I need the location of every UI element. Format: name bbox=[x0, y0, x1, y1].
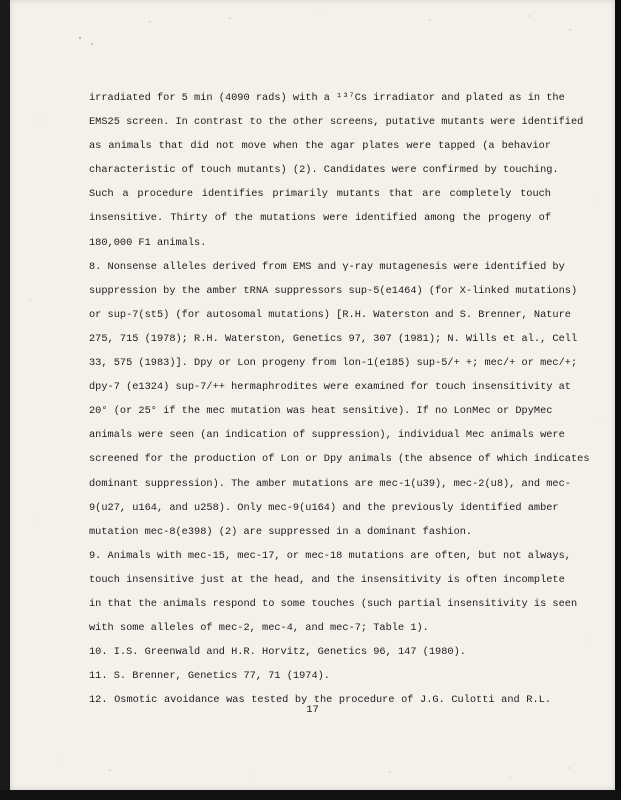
text-line: 180,000 F1 animals. bbox=[89, 236, 207, 249]
text-line: 10. I.S. Greenwald and H.R. Horvitz, Genetics 96, 147 (1980). bbox=[89, 646, 466, 659]
text-line: Such a procedure identifies primarily mutants that are completely touch bbox=[89, 188, 551, 201]
text-line: screened for the production of Lon or Dpy animals (the absence of which indicates bbox=[89, 453, 590, 466]
text-line: 8. Nonsense alleles derived from EMS and γ-ray mutagenesis were identified by bbox=[89, 260, 565, 273]
text-line: as animals that did not move when the agar plates were tapped (a behavior bbox=[89, 140, 551, 153]
text-line: or sup-7(st5) (for autosomal mutations) [R.H. Waterston and S. Brenner, Nature bbox=[89, 308, 571, 321]
text-line: animals were seen (an indication of suppression), individual Mec animals were bbox=[89, 429, 565, 442]
text-line: 275, 715 (1978); R.H. Waterston, Genetics 97, 307 (1981); N. Wills et al., Cell bbox=[89, 332, 578, 345]
scan-border-bottom bbox=[0, 790, 621, 800]
text-line: mutation mec-8(e398) (2) are suppressed in a dominant fashion. bbox=[89, 525, 473, 538]
text-line: in that the animals respond to some touches (such partial insensitivity is seen bbox=[89, 597, 578, 610]
text-line: 20° (or 25° if the mec mutation was heat sensitive). If no LonMec or DpyMec bbox=[89, 405, 553, 418]
text-line: suppression by the amber tRNA suppressors sup-5(e1464) (for X-linked mutations) bbox=[89, 284, 578, 297]
text-line: with some alleles of mec-2, mec-4, and mec-7; Table 1). bbox=[89, 622, 429, 635]
text-line: insensitive. Thirty of the mutations were identified among the progeny of bbox=[89, 212, 551, 225]
text-line: 9(u27, u164, and u258). Only mec-9(u164) and the previously identified amber bbox=[89, 501, 559, 514]
text-line: characteristic of touch mutants) (2). Candidates were confirmed by touching. bbox=[89, 164, 559, 177]
text-line: 33, 575 (1983)]. Dpy or Lon progeny from lon-1(e185) sup-5/+ +; mec/+ or mec/+; bbox=[89, 357, 578, 370]
text-line: irradiated for 5 min (4090 rads) with a ¹³⁷Cs irradiator and plated as in the bbox=[89, 92, 565, 104]
page-number: 17 bbox=[306, 704, 319, 716]
text-line: 9. Animals with mec-15, mec-17, or mec-18 mutations are often, but not always, bbox=[89, 549, 571, 562]
body-text bbox=[89, 86, 590, 712]
scan-border-right bbox=[615, 0, 621, 800]
text-line: 11. S. Brenner, Genetics 77, 71 (1974). bbox=[89, 670, 330, 683]
text-line: dpy-7 (e1324) sup-7/++ hermaphrodites were examined for touch insensitivity at bbox=[89, 381, 571, 394]
text-line: dominant suppression). The amber mutations are mec-1(u39), mec-2(u8), and mec- bbox=[89, 477, 571, 490]
text-line: EMS25 screen. In contrast to the other screens, putative mutants were identified bbox=[89, 116, 584, 129]
text-line: touch insensitive just at the head, and the insensitivity is often incomplete bbox=[89, 573, 565, 586]
document-page bbox=[10, 0, 615, 790]
text-line: 12. Osmotic avoidance was tested by the procedure of J.G. Culotti and R.L. bbox=[89, 694, 551, 707]
